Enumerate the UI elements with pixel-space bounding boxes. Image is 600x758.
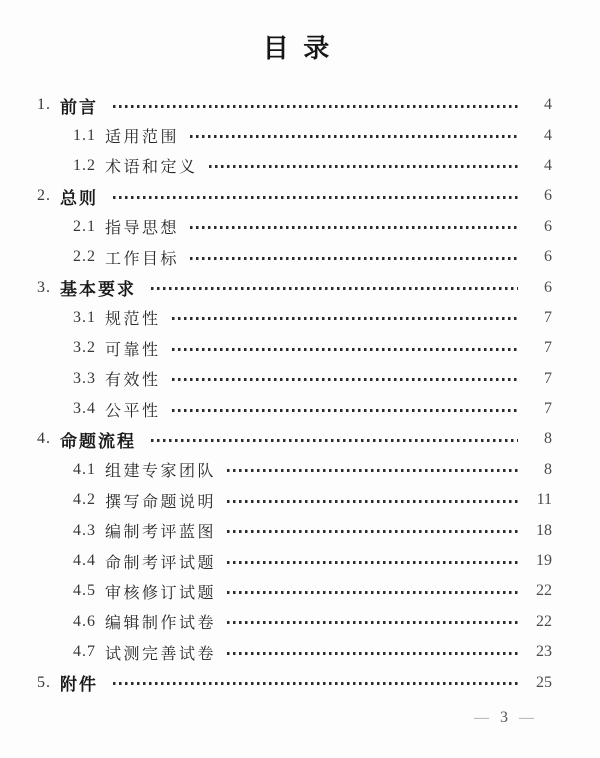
entry-label: 工作目标 bbox=[105, 250, 180, 268]
entry-page-number: 6 bbox=[544, 248, 552, 266]
entry-label: 前言 bbox=[60, 97, 98, 117]
toc-entry bbox=[37, 272, 552, 302]
entry-label: 规范性 bbox=[105, 311, 161, 329]
footer-dash-right: — bbox=[519, 709, 534, 726]
toc-entry bbox=[37, 546, 552, 576]
dot-leader bbox=[151, 439, 518, 442]
dot-leader bbox=[190, 257, 518, 260]
toc-entry bbox=[37, 576, 552, 606]
toc-entry bbox=[37, 455, 552, 485]
entry-label: 基本要求 bbox=[60, 280, 136, 300]
entry-number: 4.6 bbox=[73, 612, 96, 630]
entry-label: 有效性 bbox=[105, 372, 161, 390]
toc-entry bbox=[37, 364, 552, 394]
entry-label: 命制考评试题 bbox=[105, 554, 217, 572]
dot-leader bbox=[190, 135, 518, 138]
entry-number: 1.1 bbox=[73, 126, 96, 144]
entry-number: 4.7 bbox=[73, 643, 96, 661]
entry-number: 2. bbox=[37, 187, 51, 205]
entry-number: 3.4 bbox=[73, 400, 96, 418]
entry-page-number: 11 bbox=[536, 491, 552, 509]
toc-entry bbox=[37, 303, 552, 333]
entry-page-number: 22 bbox=[536, 582, 552, 600]
entry-page-number: 22 bbox=[536, 612, 552, 630]
dot-leader bbox=[172, 378, 518, 381]
entry-number: 1. bbox=[37, 96, 51, 114]
entry-label: 组建专家团队 bbox=[105, 463, 217, 481]
entry-number: 4.4 bbox=[73, 552, 96, 570]
entry-page-number: 23 bbox=[536, 643, 552, 661]
entry-page-number: 6 bbox=[544, 187, 552, 205]
toc-entry bbox=[37, 637, 552, 667]
dot-leader bbox=[172, 348, 518, 351]
entry-label: 试测完善试卷 bbox=[105, 645, 217, 663]
toc-entry bbox=[37, 120, 552, 150]
entry-page-number: 6 bbox=[544, 217, 552, 235]
entry-page-number: 4 bbox=[544, 156, 552, 174]
entry-number: 1.2 bbox=[73, 156, 96, 174]
entry-label: 审核修订试题 bbox=[105, 584, 217, 602]
entry-page-number: 7 bbox=[544, 339, 552, 357]
dot-leader bbox=[227, 561, 518, 564]
entry-page-number: 7 bbox=[544, 400, 552, 418]
entry-page-number: 18 bbox=[536, 521, 552, 539]
entry-label: 附件 bbox=[60, 675, 98, 695]
entry-number: 4. bbox=[37, 430, 51, 448]
entry-label: 术语和定义 bbox=[105, 159, 198, 177]
entry-label: 编制考评蓝图 bbox=[105, 524, 217, 542]
entry-page-number: 4 bbox=[544, 126, 552, 144]
dot-leader bbox=[227, 591, 518, 594]
entry-number: 4.2 bbox=[73, 491, 96, 509]
page-title: 目 录 bbox=[262, 33, 330, 63]
toc-entry bbox=[37, 424, 552, 454]
dot-leader bbox=[113, 196, 518, 199]
entry-number: 5. bbox=[37, 673, 51, 691]
dot-leader bbox=[227, 652, 518, 655]
toc-entry bbox=[37, 212, 552, 242]
entry-label: 编辑制作试卷 bbox=[105, 615, 217, 633]
footer-dash-left: — bbox=[474, 709, 489, 726]
entry-label: 指导思想 bbox=[105, 220, 180, 238]
dot-leader bbox=[113, 682, 518, 685]
dot-leader bbox=[190, 226, 518, 229]
toc-entry bbox=[37, 90, 552, 120]
page-footer bbox=[474, 710, 534, 726]
entry-page-number: 19 bbox=[536, 552, 552, 570]
entry-number: 3.1 bbox=[73, 308, 96, 326]
entry-page-number: 25 bbox=[536, 673, 552, 691]
dot-leader bbox=[227, 500, 518, 503]
entry-page-number: 7 bbox=[544, 308, 552, 326]
toc-entry bbox=[37, 485, 552, 515]
dot-leader bbox=[172, 317, 518, 320]
entry-number: 3. bbox=[37, 278, 51, 296]
entry-page-number: 8 bbox=[544, 430, 552, 448]
toc-entry bbox=[37, 394, 552, 424]
entry-label: 适用范围 bbox=[105, 129, 180, 147]
toc-entry bbox=[37, 607, 552, 637]
entry-label: 撰写命题说明 bbox=[105, 493, 217, 511]
entry-label: 命题流程 bbox=[60, 431, 136, 451]
entry-label: 可靠性 bbox=[105, 341, 161, 359]
toc-list bbox=[37, 90, 552, 698]
entry-page-number: 4 bbox=[544, 96, 552, 114]
toc-entry bbox=[37, 151, 552, 181]
entry-number: 2.1 bbox=[73, 217, 96, 235]
entry-number: 4.1 bbox=[73, 460, 96, 478]
entry-number: 3.3 bbox=[73, 369, 96, 387]
dot-leader bbox=[227, 469, 518, 472]
toc-entry bbox=[37, 333, 552, 363]
entry-page-number: 6 bbox=[544, 278, 552, 296]
entry-page-number: 7 bbox=[544, 369, 552, 387]
dot-leader bbox=[227, 621, 518, 624]
toc-entry bbox=[37, 515, 552, 545]
dot-leader bbox=[113, 105, 518, 108]
toc-entry bbox=[37, 242, 552, 272]
entry-number: 4.5 bbox=[73, 582, 96, 600]
toc-entry bbox=[37, 181, 552, 211]
dot-leader bbox=[151, 287, 518, 290]
dot-leader bbox=[227, 530, 518, 533]
dot-leader bbox=[209, 165, 518, 168]
entry-label: 总则 bbox=[60, 188, 98, 208]
entry-page-number: 8 bbox=[544, 460, 552, 478]
entry-number: 4.3 bbox=[73, 521, 96, 539]
entry-label: 公平性 bbox=[105, 402, 161, 420]
toc-entry bbox=[37, 667, 552, 697]
entry-number: 2.2 bbox=[73, 248, 96, 266]
entry-number: 3.2 bbox=[73, 339, 96, 357]
dot-leader bbox=[172, 409, 518, 412]
footer-page-number: 3 bbox=[500, 709, 508, 726]
